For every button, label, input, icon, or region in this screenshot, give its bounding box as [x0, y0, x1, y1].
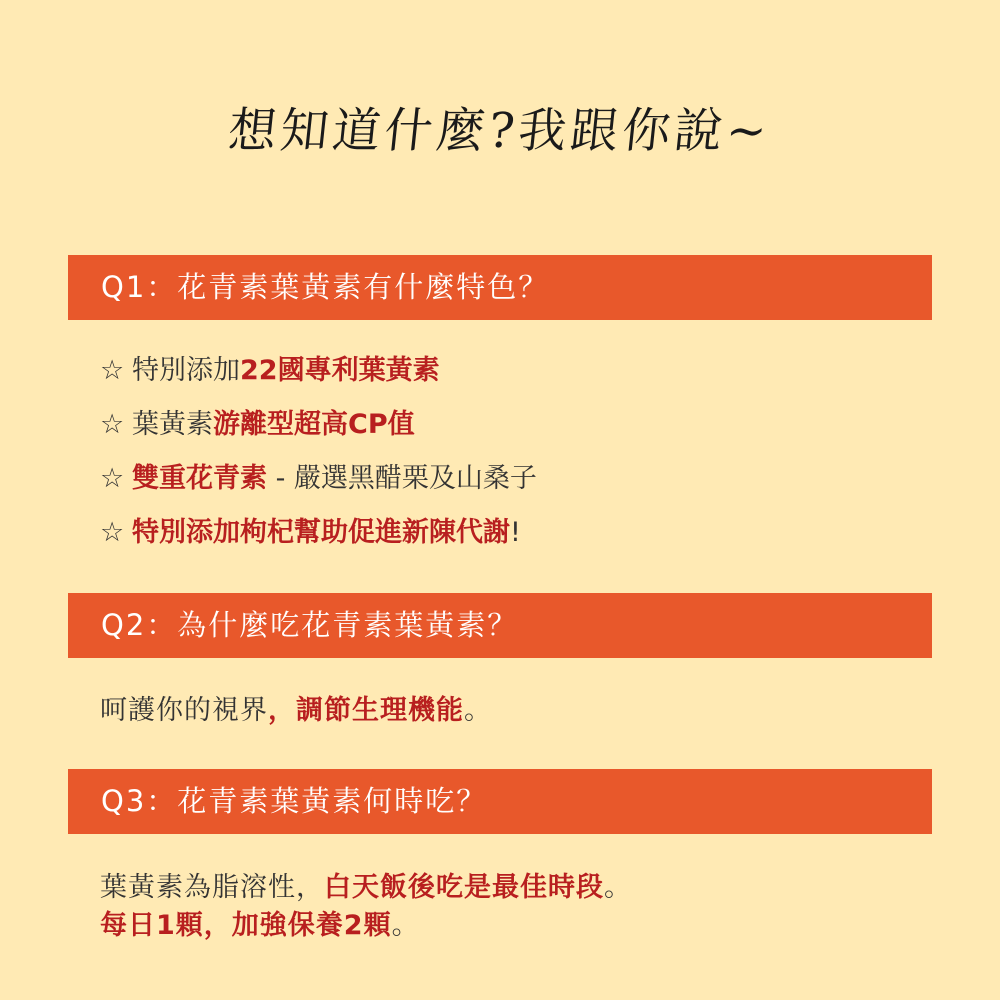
feature-tail-text: ! [510, 517, 521, 548]
q1-feature-item [100, 344, 537, 398]
q1-feature-item [100, 398, 537, 452]
q3-title-bar [68, 769, 932, 834]
q2-answer [100, 688, 492, 727]
q2-answer-highlight: ，調節生理機能 [268, 695, 464, 726]
q3-title: Q3：花青素葉黃素何時吃？ [101, 784, 488, 818]
q3-dosage-tail: 。 [391, 910, 420, 941]
star-icon: ☆ [100, 463, 125, 494]
q3-answer-highlight: 白天飯後吃是最佳時段 [324, 872, 604, 903]
q2-answer-tail: 。 [464, 695, 492, 726]
feature-highlight-text: 游離型超高CP值 [213, 409, 415, 440]
q3-answer-plain: 葉黃素為脂溶性， [100, 872, 324, 903]
q3-answer-line2 [100, 903, 420, 942]
feature-highlight-text: 特別添加枸杞幫助促進新陳代謝 [132, 517, 510, 548]
q3-answer-line1 [100, 865, 632, 904]
q1-feature-list [100, 344, 537, 560]
star-icon: ☆ [100, 409, 125, 440]
feature-tail-text: - 嚴選黑醋栗及山桑子 [267, 463, 537, 494]
q2-title-bar [68, 593, 932, 658]
q2-title: Q2：為什麼吃花青素葉黃素？ [101, 608, 519, 642]
q1-feature-item [100, 452, 537, 506]
q3-dosage-highlight: 每日1顆，加強保養2顆 [100, 910, 392, 941]
feature-highlight-text: 雙重花青素 [132, 463, 267, 494]
feature-plain-text: 葉黃素 [132, 409, 213, 440]
q3-answer-tail: 。 [604, 872, 632, 903]
q1-feature-item [100, 506, 537, 560]
q2-answer-plain: 呵護你的視界 [100, 695, 268, 726]
q1-title-bar [68, 255, 932, 320]
feature-highlight-text: 22國專利葉黃素 [240, 355, 440, 386]
feature-plain-text: 特別添加 [132, 355, 240, 386]
star-icon: ☆ [100, 517, 125, 548]
star-icon: ☆ [100, 355, 125, 386]
headline: 想知道什麼?我跟你說~ [225, 103, 774, 159]
q1-title: Q1：花青素葉黃素有什麼特色？ [101, 270, 550, 304]
